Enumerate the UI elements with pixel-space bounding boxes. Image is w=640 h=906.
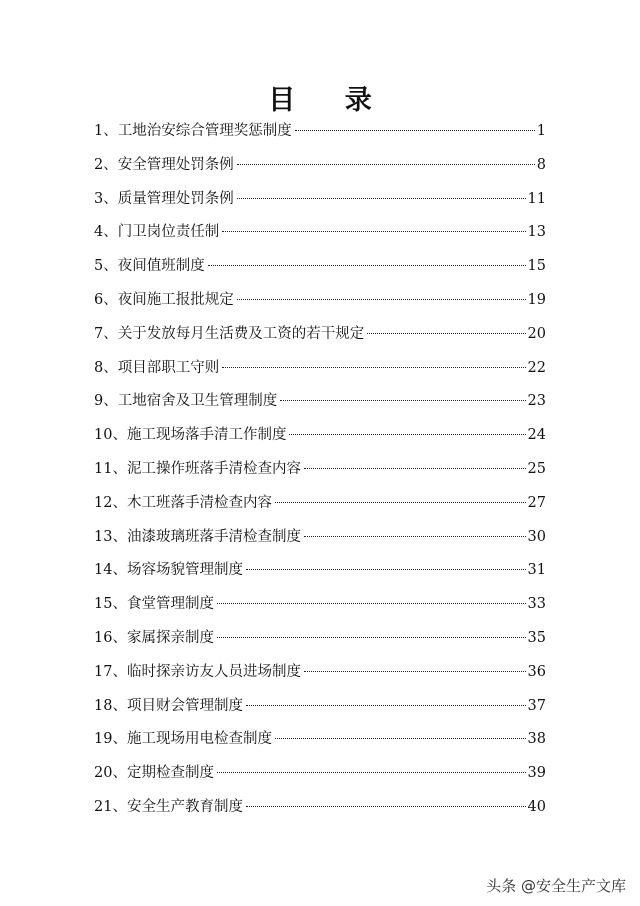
toc-dot-leader: [289, 434, 525, 435]
toc-dot-leader: [275, 738, 526, 739]
toc-entry-page-number: 35: [527, 629, 546, 646]
page-title: 目 录: [268, 85, 392, 116]
toc-entry[interactable]: [94, 115, 546, 149]
toc-entry-page-number: 40: [527, 798, 546, 815]
toc-entry[interactable]: [94, 419, 546, 453]
toc-entry[interactable]: [94, 554, 546, 588]
toc-entry-page-number: 25: [527, 460, 546, 477]
toc-dot-leader: [222, 231, 525, 232]
toc-dot-leader: [237, 198, 526, 199]
toc-entry[interactable]: [94, 757, 546, 791]
toc-entry[interactable]: [94, 622, 546, 656]
toc-entry-label: 8、项目部职工守则: [94, 359, 220, 376]
toc-entry-page-number: 22: [527, 359, 546, 376]
toc-entry-label: 18、项目财会管理制度: [94, 697, 243, 714]
toc-entry[interactable]: [94, 521, 546, 555]
toc-entry-label: 13、油漆玻璃班落手清检查制度: [94, 528, 301, 545]
toc-dot-leader: [237, 164, 535, 165]
toc-entry-page-number: 15: [527, 258, 546, 275]
toc-entry-page-number: 33: [527, 596, 546, 613]
toc-entry[interactable]: [94, 183, 546, 217]
toc-entry[interactable]: [94, 588, 546, 622]
toc-entry[interactable]: [94, 216, 546, 250]
watermark: [486, 875, 626, 896]
toc-entry-label: 20、定期检查制度: [94, 765, 214, 782]
toc-dot-leader: [217, 637, 526, 638]
toc-entry[interactable]: [94, 723, 546, 757]
toc-dot-leader: [237, 299, 526, 300]
toc-entry-page-number: 31: [527, 562, 546, 579]
watermark-text: 头条 @安全生产文库: [486, 877, 626, 895]
toc-entry[interactable]: [94, 352, 546, 386]
toc-entry-label: 5、夜间值班制度: [94, 258, 205, 275]
toc-entry-label: 6、夜间施工报批规定: [94, 291, 234, 308]
toc-dot-leader: [217, 603, 526, 604]
toc-entry-page-number: 30: [527, 528, 546, 545]
toc-entry-label: 15、食堂管理制度: [94, 596, 214, 613]
toc-entry-page-number: 23: [527, 393, 546, 410]
toc-dot-leader: [367, 333, 525, 334]
toc-entry-page-number: 8: [536, 156, 546, 173]
toc-entry-page-number: 36: [527, 663, 546, 680]
toc-dot-leader: [246, 806, 526, 807]
toc-entry-page-number: 13: [527, 224, 546, 241]
toc-entry-label: 14、场容场貌管理制度: [94, 562, 243, 579]
toc-dot-leader: [208, 265, 526, 266]
toc-entry-label: 1、工地治安综合管理奖惩制度: [94, 123, 292, 139]
toc-entry-label: 21、安全生产教育制度: [94, 798, 243, 815]
toc-entry[interactable]: [94, 385, 546, 419]
toc-entry-page-number: 37: [527, 697, 546, 714]
toc-entry-label: 7、关于发放每月生活费及工资的若干规定: [94, 325, 365, 342]
toc-entry-label: 2、安全管理处罚条例: [94, 156, 234, 173]
toc-entry[interactable]: [94, 487, 546, 521]
toc-entry[interactable]: [94, 318, 546, 352]
toc-dot-leader: [246, 705, 526, 706]
toc-entry-label: 19、施工现场用电检查制度: [94, 731, 272, 748]
toc-entry-page-number: 39: [527, 765, 546, 782]
toc-dot-leader: [246, 569, 526, 570]
toc-entry-page-number: 20: [527, 325, 546, 342]
toc-entry-page-number: 1: [536, 123, 546, 139]
toc-dot-leader: [295, 130, 535, 131]
toc-entry-label: 11、泥工操作班落手清检查内容: [94, 460, 301, 477]
toc-dot-leader: [275, 502, 526, 503]
toc-entry-label: 12、木工班落手清检查内容: [94, 494, 272, 511]
toc-entry-label: 4、门卫岗位责任制: [94, 224, 220, 241]
toc-entry[interactable]: [94, 284, 546, 318]
toc-entry-label: 16、家属探亲制度: [94, 629, 214, 646]
toc-dot-leader: [280, 400, 525, 401]
toc-entry[interactable]: [94, 149, 546, 183]
toc-entry[interactable]: [94, 690, 546, 724]
toc-entry-page-number: 38: [527, 731, 546, 748]
toc-entry[interactable]: [94, 791, 546, 825]
toc-entry-label: 10、施工现场落手清工作制度: [94, 427, 287, 444]
toc-dot-leader: [222, 367, 525, 368]
toc-dot-leader: [304, 671, 526, 672]
toc-entry-label: 9、工地宿舍及卫生管理制度: [94, 393, 278, 410]
toc-entry-label: 17、临时探亲访友人员进场制度: [94, 663, 301, 680]
toc-entry-label: 3、质量管理处罚条例: [94, 190, 234, 207]
toc-dot-leader: [304, 468, 526, 469]
toc-entry-page-number: 27: [527, 494, 546, 511]
toc-entry[interactable]: [94, 656, 546, 690]
toc-entry-page-number: 19: [527, 291, 546, 308]
toc-entry[interactable]: [94, 453, 546, 487]
toc-dot-leader: [217, 772, 526, 773]
toc-entry[interactable]: [94, 250, 546, 284]
toc-entry-page-number: 24: [527, 427, 546, 444]
toc-entry-page-number: 11: [527, 190, 546, 207]
toc-dot-leader: [304, 536, 526, 537]
table-of-contents: [94, 115, 546, 825]
